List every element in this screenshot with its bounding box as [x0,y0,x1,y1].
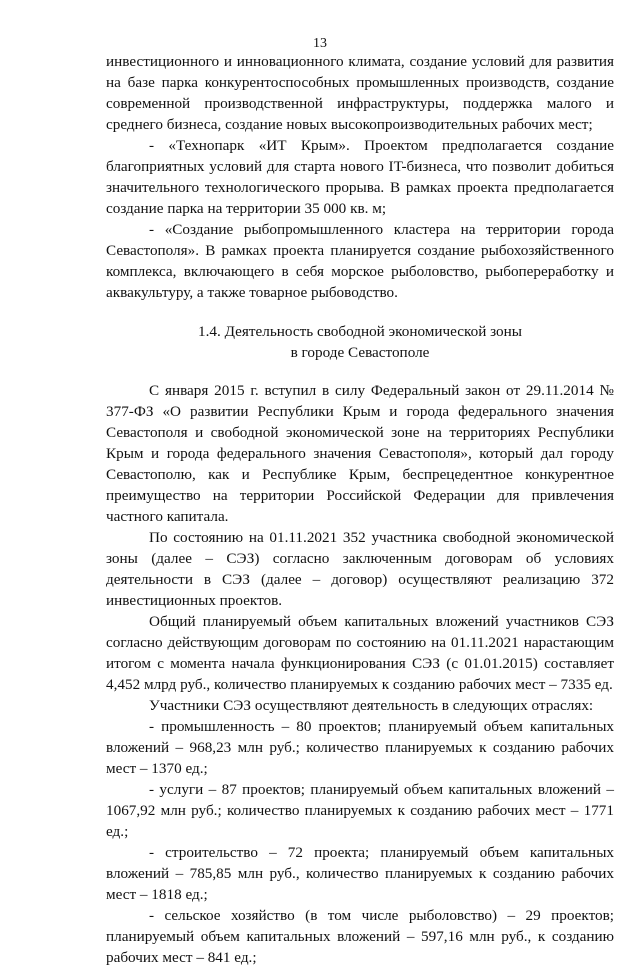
paragraph: - промышленность – 80 проектов; планируемый объем капитальных вложений – 968,23 млн руб.; количество планируемых к созданию рабочих мест – 1370 ед.; [106,718,614,777]
paragraph: - сельское хозяйство (в том числе рыболовство) – 29 проектов; планируемый объем капитальных вложений – 597,16 млн руб., к созданию рабочих мест – 841 ед.; [106,907,614,966]
document-body [106,51,614,968]
section-heading-line2: в городе Севастополе [290,344,430,361]
section-intro [106,51,614,303]
section-heading-line1: 1.4. Деятельность свободной экономической зоны [198,323,522,340]
section-sez [106,380,614,968]
paragraph: инвестиционного и инновационного климата, создание условий для развития на базе парка конкурентоспособных промышленных производств, создание современной производственной инфраструктуры, поддержка малого и среднего бизнеса, создание новых высокопроизводительных рабочих мест; [106,53,614,133]
paragraph: - строительство – 72 проекта; планируемый объем капитальных вложений – 785,85 млн руб., количество планируемых к созданию рабочих мест – 1818 ед.; [106,844,614,903]
section-heading [106,321,614,363]
paragraph: - услуги – 87 проектов; планируемый объем капитальных вложений – 1067,92 млн руб.; количество планируемых к созданию рабочих мест – 1771 ед.; [106,781,614,840]
paragraph: Общий планируемый объем капитальных вложений участников СЭЗ согласно действующим договорам по состоянию на 01.11.2021 нарастающим итогом с момента начала функционирования СЭЗ (с 01.01.2015) составляет 4,452 млрд руб., количество планируемых к созданию рабочих мест – 7335 ед. [106,613,614,693]
paragraph: - «Технопарк «ИТ Крым». Проектом предполагается создание благоприятных условий для старта нового IT-бизнеса, что позволит добиться значительного технологического прорыва. В рамках проекта предполагается создание парка на территории 35 000 кв. м; [106,137,614,217]
paragraph: По состоянию на 01.11.2021 352 участника свободной экономической зоны (далее – СЭЗ) согласно заключенным договорам об условиях деятельности в СЭЗ (далее – договор) осуществляют реализацию 372 инвестиционных проектов. [106,529,614,609]
paragraph: - «Создание рыбопромышленного кластера на территории города Севастополя». В рамках проекта планируется создание рыбохозяйственного комплекса, включающего в себя морское рыболовство, рыбопереработку и аквакультуру, а также товарное рыбоводство. [106,221,614,301]
paragraph: С января 2015 г. вступил в силу Федеральный закон от 29.11.2014 № 377-ФЗ «О развитии Республики Крым и города федерального значения Севастополя и свободной экономической зоне на территориях Республики Крым и города федерального значения Севастополя», который дал городу Севастополю, как и Республике Крым, беспрецедентное конкурентное преимущество на территории Российской Федерации для привлечения частного капитала. [106,382,614,525]
page-number: 13 [313,36,327,51]
paragraph: Участники СЭЗ осуществляют деятельность в следующих отраслях: [149,697,594,714]
